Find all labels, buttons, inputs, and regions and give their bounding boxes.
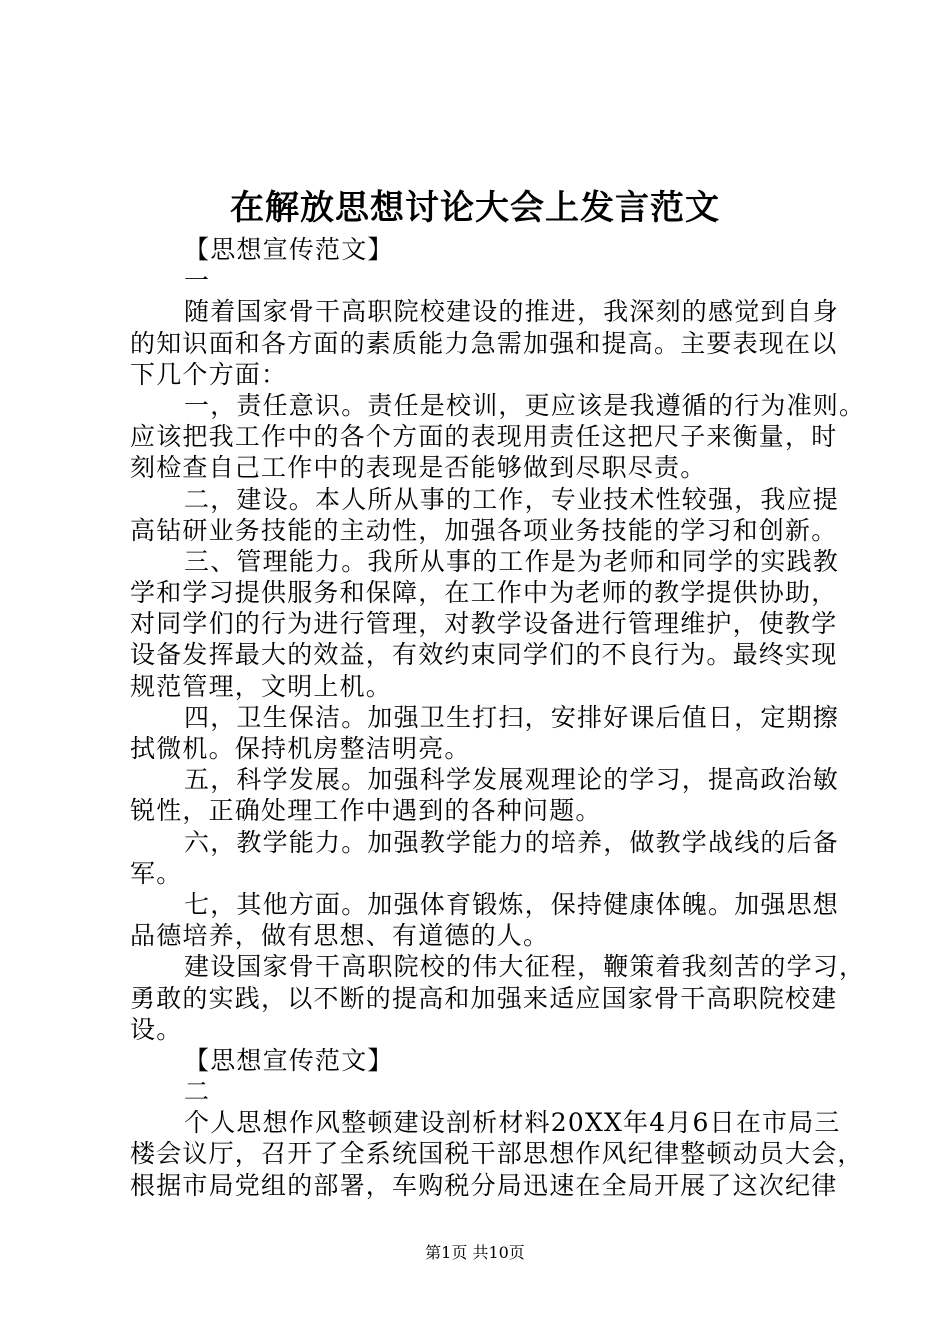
document-body (130, 234, 866, 1201)
text-line: 设。 (130, 1014, 183, 1044)
text-line: 五，科学发展。加强科学发展观理论的学习，提高政治敏 (184, 765, 840, 795)
text-line: 一，责任意识。责任是校训，更应该是我遵循的行为准则。 (184, 390, 866, 420)
text-line: 七，其他方面。加强体育锻炼，保持健康体魄。加强思想 (184, 889, 840, 919)
text-line: 下几个方面： (130, 359, 288, 389)
text-line: 规范管理，文明上机。 (130, 671, 393, 701)
text-line: 勇敢的实践，以不断的提高和加强来适应国家骨干高职院校建 (130, 983, 838, 1013)
text-line: 一 (184, 266, 211, 296)
page-number-footer: 第1页 共10页 (425, 1243, 525, 1262)
text-line: 【思想宣传范文】 (184, 1045, 394, 1075)
text-line: 二 (184, 1077, 211, 1107)
text-line: 二，建设。本人所从事的工作，专业技术性较强，我应提 (184, 484, 840, 514)
text-line: 品德培养，做有思想、有道德的人。 (130, 921, 550, 951)
text-line: 建设国家骨干高职院校的伟大征程，鞭策着我刻苦的学习， (184, 952, 866, 982)
document-title: 在解放思想讨论大会上发言范文 (230, 188, 720, 228)
text-line: 根据市局党组的部署，车购税分局迅速在全局开展了这次纪律 (130, 1170, 838, 1200)
text-line: 刻检查自己工作中的表现是否能够做到尽职尽责。 (130, 453, 707, 483)
text-line: 对同学们的行为进行管理，对教学设备进行管理维护，使教学 (130, 609, 838, 639)
text-line: 【思想宣传范文】 (184, 235, 394, 264)
text-line: 楼会议厅，召开了全系统国税干部思想作风纪律整顿动员大会， (130, 1139, 864, 1169)
text-line: 军。 (130, 858, 183, 888)
text-line: 六，教学能力。加强教学能力的培养，做教学战线的后备 (184, 827, 840, 857)
text-line: 的知识面和各方面的素质能力急需加强和提高。主要表现在以 (130, 328, 838, 358)
text-line: 锐性，正确处理工作中遇到的各种问题。 (130, 796, 602, 826)
text-line: 随着国家骨干高职院校建设的推进，我深刻的感觉到自身 (184, 297, 840, 327)
text-line: 四，卫生保洁。加强卫生打扫，安排好课后值日，定期擦 (184, 702, 840, 732)
text-line: 高钻研业务技能的主动性，加强各项业务技能的学习和创新。 (130, 515, 838, 545)
text-line: 应该把我工作中的各个方面的表现用责任这把尺子来衡量，时 (130, 422, 838, 452)
text-line: 设备发挥最大的效益，有效约束同学们的不良行为。最终实现 (130, 640, 838, 670)
text-line: 三、管理能力。我所从事的工作是为老师和同学的实践教 (184, 546, 840, 576)
text-line: 拭微机。保持机房整洁明亮。 (130, 734, 471, 763)
text-line: 个人思想作风整顿建设剖析材料20XX年4月6日在市局三 (184, 1108, 841, 1138)
text-line: 学和学习提供服务和保障，在工作中为老师的教学提供协助， (130, 578, 838, 608)
